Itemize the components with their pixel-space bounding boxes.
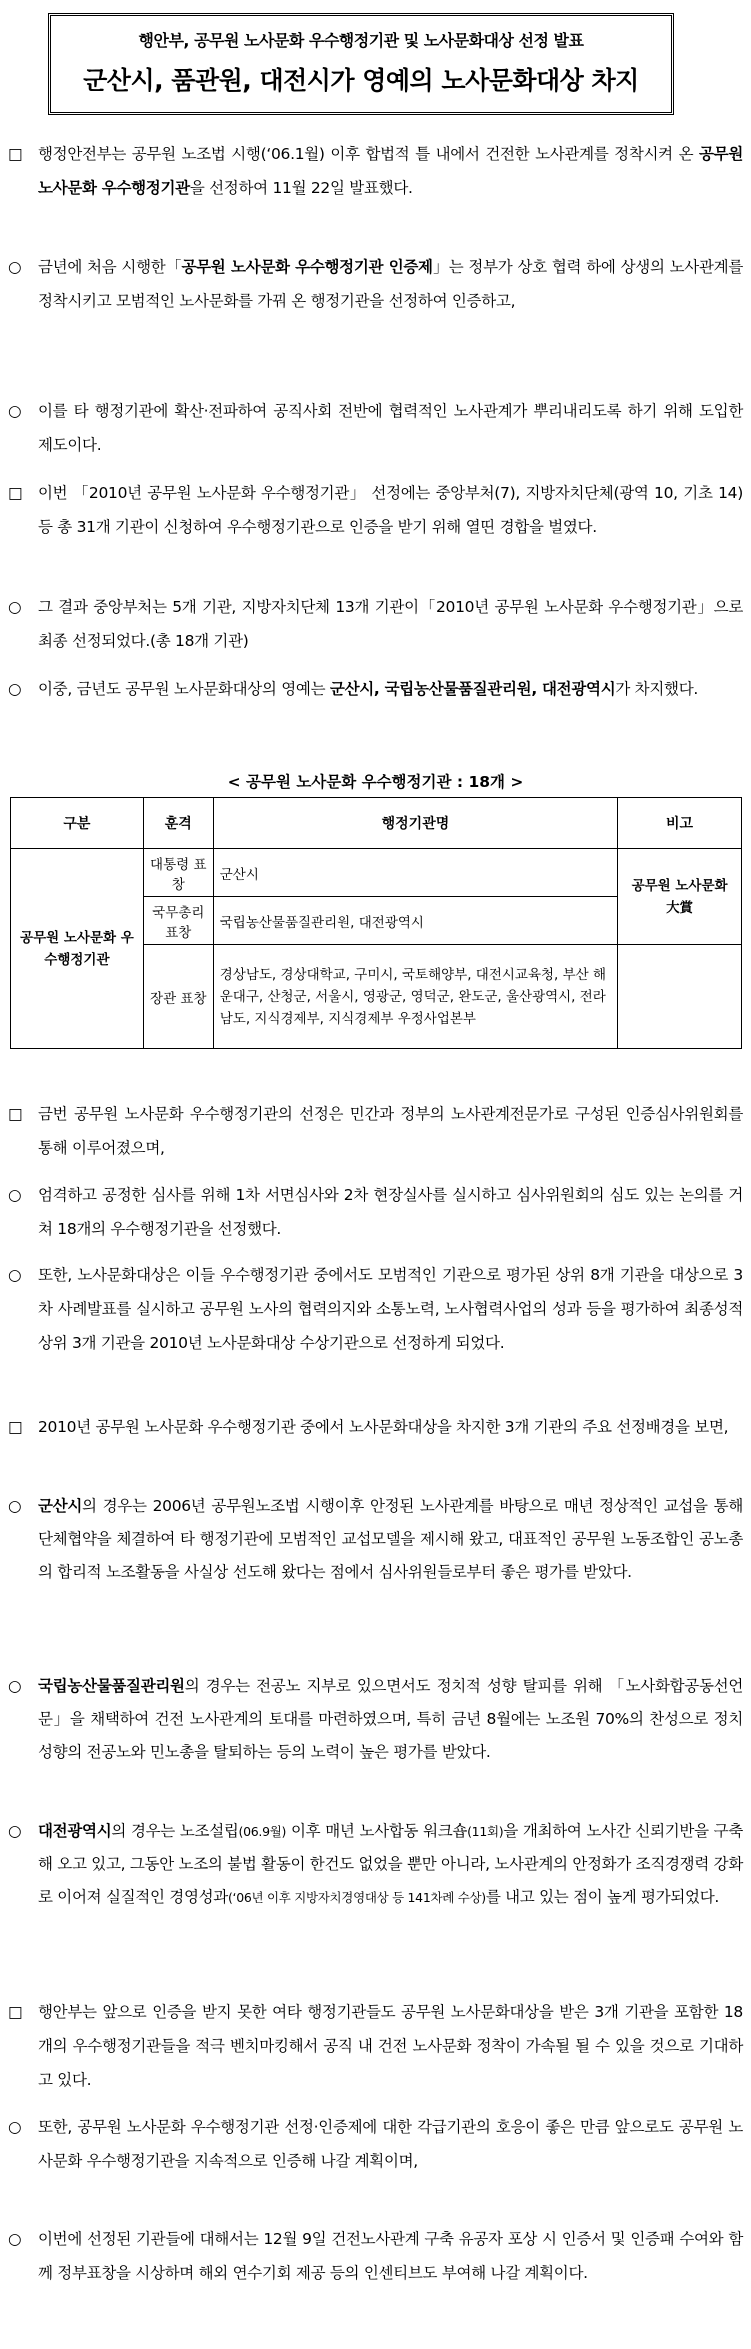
circle-bullet: ○: [8, 1266, 22, 1284]
table-header-cell: 행정기관명: [213, 798, 617, 849]
table-title: < 공무원 노사문화 우수행정기관 : 18개 >: [227, 773, 524, 791]
paragraph-1: □ 행정안전부는 공무원 노조법 시행(‘06.1월) 이후 합법적 틀 내에서 건전한 노사관계를 정착시켜 온 공무원 노사문화 우수행정기관을 선정하여 11월 22일 발표했다.: [8, 137, 743, 205]
table-header-row: [11, 798, 742, 849]
paragraph-11: ○ 군산시의 경우는 2006년 공무원노조법 시행이후 안정된 노사관계를 바탕으로 매년 정상적인 교섭을 통해 단체협약을 체결하여 타 행정기관에 모범적인 교섭모델을 제시해 왔고, 대표적인 공무원 노동조합인 공노총의 합리적 노조활동을 사실상 선도해 왔다는 점에서 심사위원들로부터 좋은 평가를 받았다.: [8, 1490, 743, 1589]
circle-bullet: ○: [8, 1677, 22, 1695]
paragraph-6: ○ 이중, 금년도 공무원 노사문화대상의 영예는 군산시, 국립농산물품질관리원, 대전광역시가 차지했다.: [8, 672, 743, 706]
table-header-cell: 비고: [618, 798, 742, 849]
paragraph-14: □ 행안부는 앞으로 인증을 받지 못한 여타 행정기관들도 공무원 노사문화대상을 받은 3개 기관을 포함한 18개의 우수행정기관들을 적극 벤치마킹해서 공직 내 건전 노사문화 정착이 가속될 될 수 있을 것으로 기대하고 있다.: [8, 1995, 743, 2097]
highlight-text: 공무원 노사문화 우수행정기관 인증제: [181, 258, 433, 276]
square-bullet: □: [8, 1418, 23, 1436]
headline-title: 군산시, 품관원, 대전시가 영예의 노사문화대상 차지: [83, 66, 639, 95]
highlight-text: 군산시: [38, 1497, 83, 1515]
paragraph-13: ○ 대전광역시의 경우는 노조설립(06.9월) 이후 매년 노사합동 워크숍(11회)을 개최하여 노사간 신뢰기반을 구축해 오고 있고, 그동안 노조의 불법 활동이 한건도 없었을 뿐만 아니라, 노사관계의 안정화가 조직경쟁력 강화로 이어져 실질적인 경영성과(‘06년 이후 지방자치경영대상 등 141차례 수상)를 내고 있는 점이 높게 평가되었다.: [8, 1815, 743, 1914]
agency-cell: 국립농산물품질관리원, 대전광역시: [213, 897, 617, 945]
paragraph-3: ○ 이를 타 행정기관에 확산‧전파하여 공직사회 전반에 협력적인 노사관계가 뿌리내리도록 하기 위해 도입한 제도이다.: [8, 394, 743, 462]
headline-box: [48, 13, 674, 115]
table-row: [11, 849, 742, 897]
circle-bullet: ○: [8, 598, 22, 616]
circle-bullet: ○: [8, 1186, 22, 1204]
highlight-text: 공무원 노사문화 우수행정기관: [38, 145, 743, 197]
award-table: [10, 797, 742, 1049]
circle-bullet: ○: [8, 1497, 22, 1515]
paragraph-9: ○ 또한, 노사문화대상은 이들 우수행정기관 중에서도 모범적인 기관으로 평가된 상위 8개 기관을 대상으로 3차 사례발표를 실시하고 공무원 노사의 협력의지와 소통노력, 노사협력사업의 성과 등을 평가하여 최종성적 상위 3개 기관을 2010년 노사문화대상 수상기관으로 선정하게 되었다.: [8, 1258, 743, 1360]
paragraph-2: ○ 금년에 처음 시행한「공무원 노사문화 우수행정기관 인증제」는 정부가 상호 협력 하에 상생의 노사관계를 정착시키고 모범적인 노사문화를 가꿔 온 행정기관을 선정하여 인증하고,: [8, 250, 743, 318]
circle-bullet: ○: [8, 1822, 22, 1840]
agency-cell: 경상남도, 경상대학교, 구미시, 국토해양부, 대전시교육청, 부산 해운대구, 산청군, 서울시, 영광군, 영덕군, 완도군, 울산광역시, 전라남도, 지식경제부, 지식경제부 우정사업본부: [213, 945, 617, 1049]
highlight-text: 국립농산물품질관리원: [38, 1677, 185, 1695]
square-bullet: □: [8, 2003, 23, 2021]
paragraph-12: ○ 국립농산물품질관리원의 경우는 전공노 지부로 있으면서도 정치적 성향 탈피를 위해 「노사화합공동선언문」을 채택하여 건전 노사관계의 토대를 마련하였으며, 특히 금년 8월에는 노조원 70%의 찬성으로 정치성향의 전공노와 민노총을 탈퇴하는 등의 노력이 높은 평가를 받았다.: [8, 1670, 743, 1769]
award-cell: 대통령 표창: [143, 849, 213, 897]
table-header-cell: 구분: [11, 798, 144, 849]
headline-subtitle: 행안부, 공무원 노사문화 우수행정기관 및 노사문화대상 선정 발표: [138, 31, 584, 50]
table-header-cell: 훈격: [143, 798, 213, 849]
agency-cell: 군산시: [213, 849, 617, 897]
note-cell: 공무원 노사문화 大賞: [618, 849, 742, 945]
paragraph-4: □ 이번 「2010년 공무원 노사문화 우수행정기관」 선정에는 중앙부처(7), 지방자치단체(광역 10, 기초 14) 등 총 31개 기관이 신청하여 우수행정기관으로 인증을 받기 위해 열띤 경합을 벌였다.: [8, 476, 743, 544]
circle-bullet: ○: [8, 2230, 22, 2248]
award-cell: 장관 표창: [143, 945, 213, 1049]
award-cell: 국무총리 표창: [143, 897, 213, 945]
category-cell: 공무원 노사문화 우수행정기관: [11, 849, 144, 1049]
square-bullet: □: [8, 484, 23, 502]
paragraph-15: ○ 또한, 공무원 노사문화 우수행정기관 선정‧인증제에 대한 각급기관의 호응이 좋은 만큼 앞으로도 공무원 노사문화 우수행정기관을 지속적으로 인증해 나갈 계획이며,: [8, 2110, 743, 2178]
circle-bullet: ○: [8, 402, 22, 420]
circle-bullet: ○: [8, 680, 22, 698]
paragraph-16: ○ 이번에 선정된 기관들에 대해서는 12월 9일 건전노사관계 구축 유공자 포상 시 인증서 및 인증패 수여와 함께 정부표창을 시상하며 해외 연수기회 제공 등의 인센티브도 부여해 나갈 계획이다.: [8, 2222, 743, 2290]
circle-bullet: ○: [8, 2118, 22, 2136]
circle-bullet: ○: [8, 258, 22, 276]
highlight-text: 대전광역시: [38, 1822, 112, 1840]
square-bullet: □: [8, 1105, 23, 1123]
paragraph-5: ○ 그 결과 중앙부처는 5개 기관, 지방자치단체 13개 기관이「2010년 공무원 노사문화 우수행정기관」으로 최종 선정되었다.(총 18개 기관): [8, 590, 743, 658]
paragraph-10: □ 2010년 공무원 노사문화 우수행정기관 중에서 노사문화대상을 차지한 3개 기관의 주요 선정배경을 보면,: [8, 1410, 743, 1444]
paragraph-8: ○ 엄격하고 공정한 심사를 위해 1차 서면심사와 2차 현장실사를 실시하고 심사위원회의 심도 있는 논의를 거쳐 18개의 우수행정기관을 선정했다.: [8, 1178, 743, 1246]
square-bullet: □: [8, 145, 23, 163]
empty-note-cell: [618, 945, 742, 1049]
highlight-text: 군산시, 국립농산물품질관리원, 대전광역시: [329, 680, 616, 698]
paragraph-7: □ 금번 공무원 노사문화 우수행정기관의 선정은 민간과 정부의 노사관계전문가로 구성된 인증심사위원회를 통해 이루어졌으며,: [8, 1097, 743, 1165]
